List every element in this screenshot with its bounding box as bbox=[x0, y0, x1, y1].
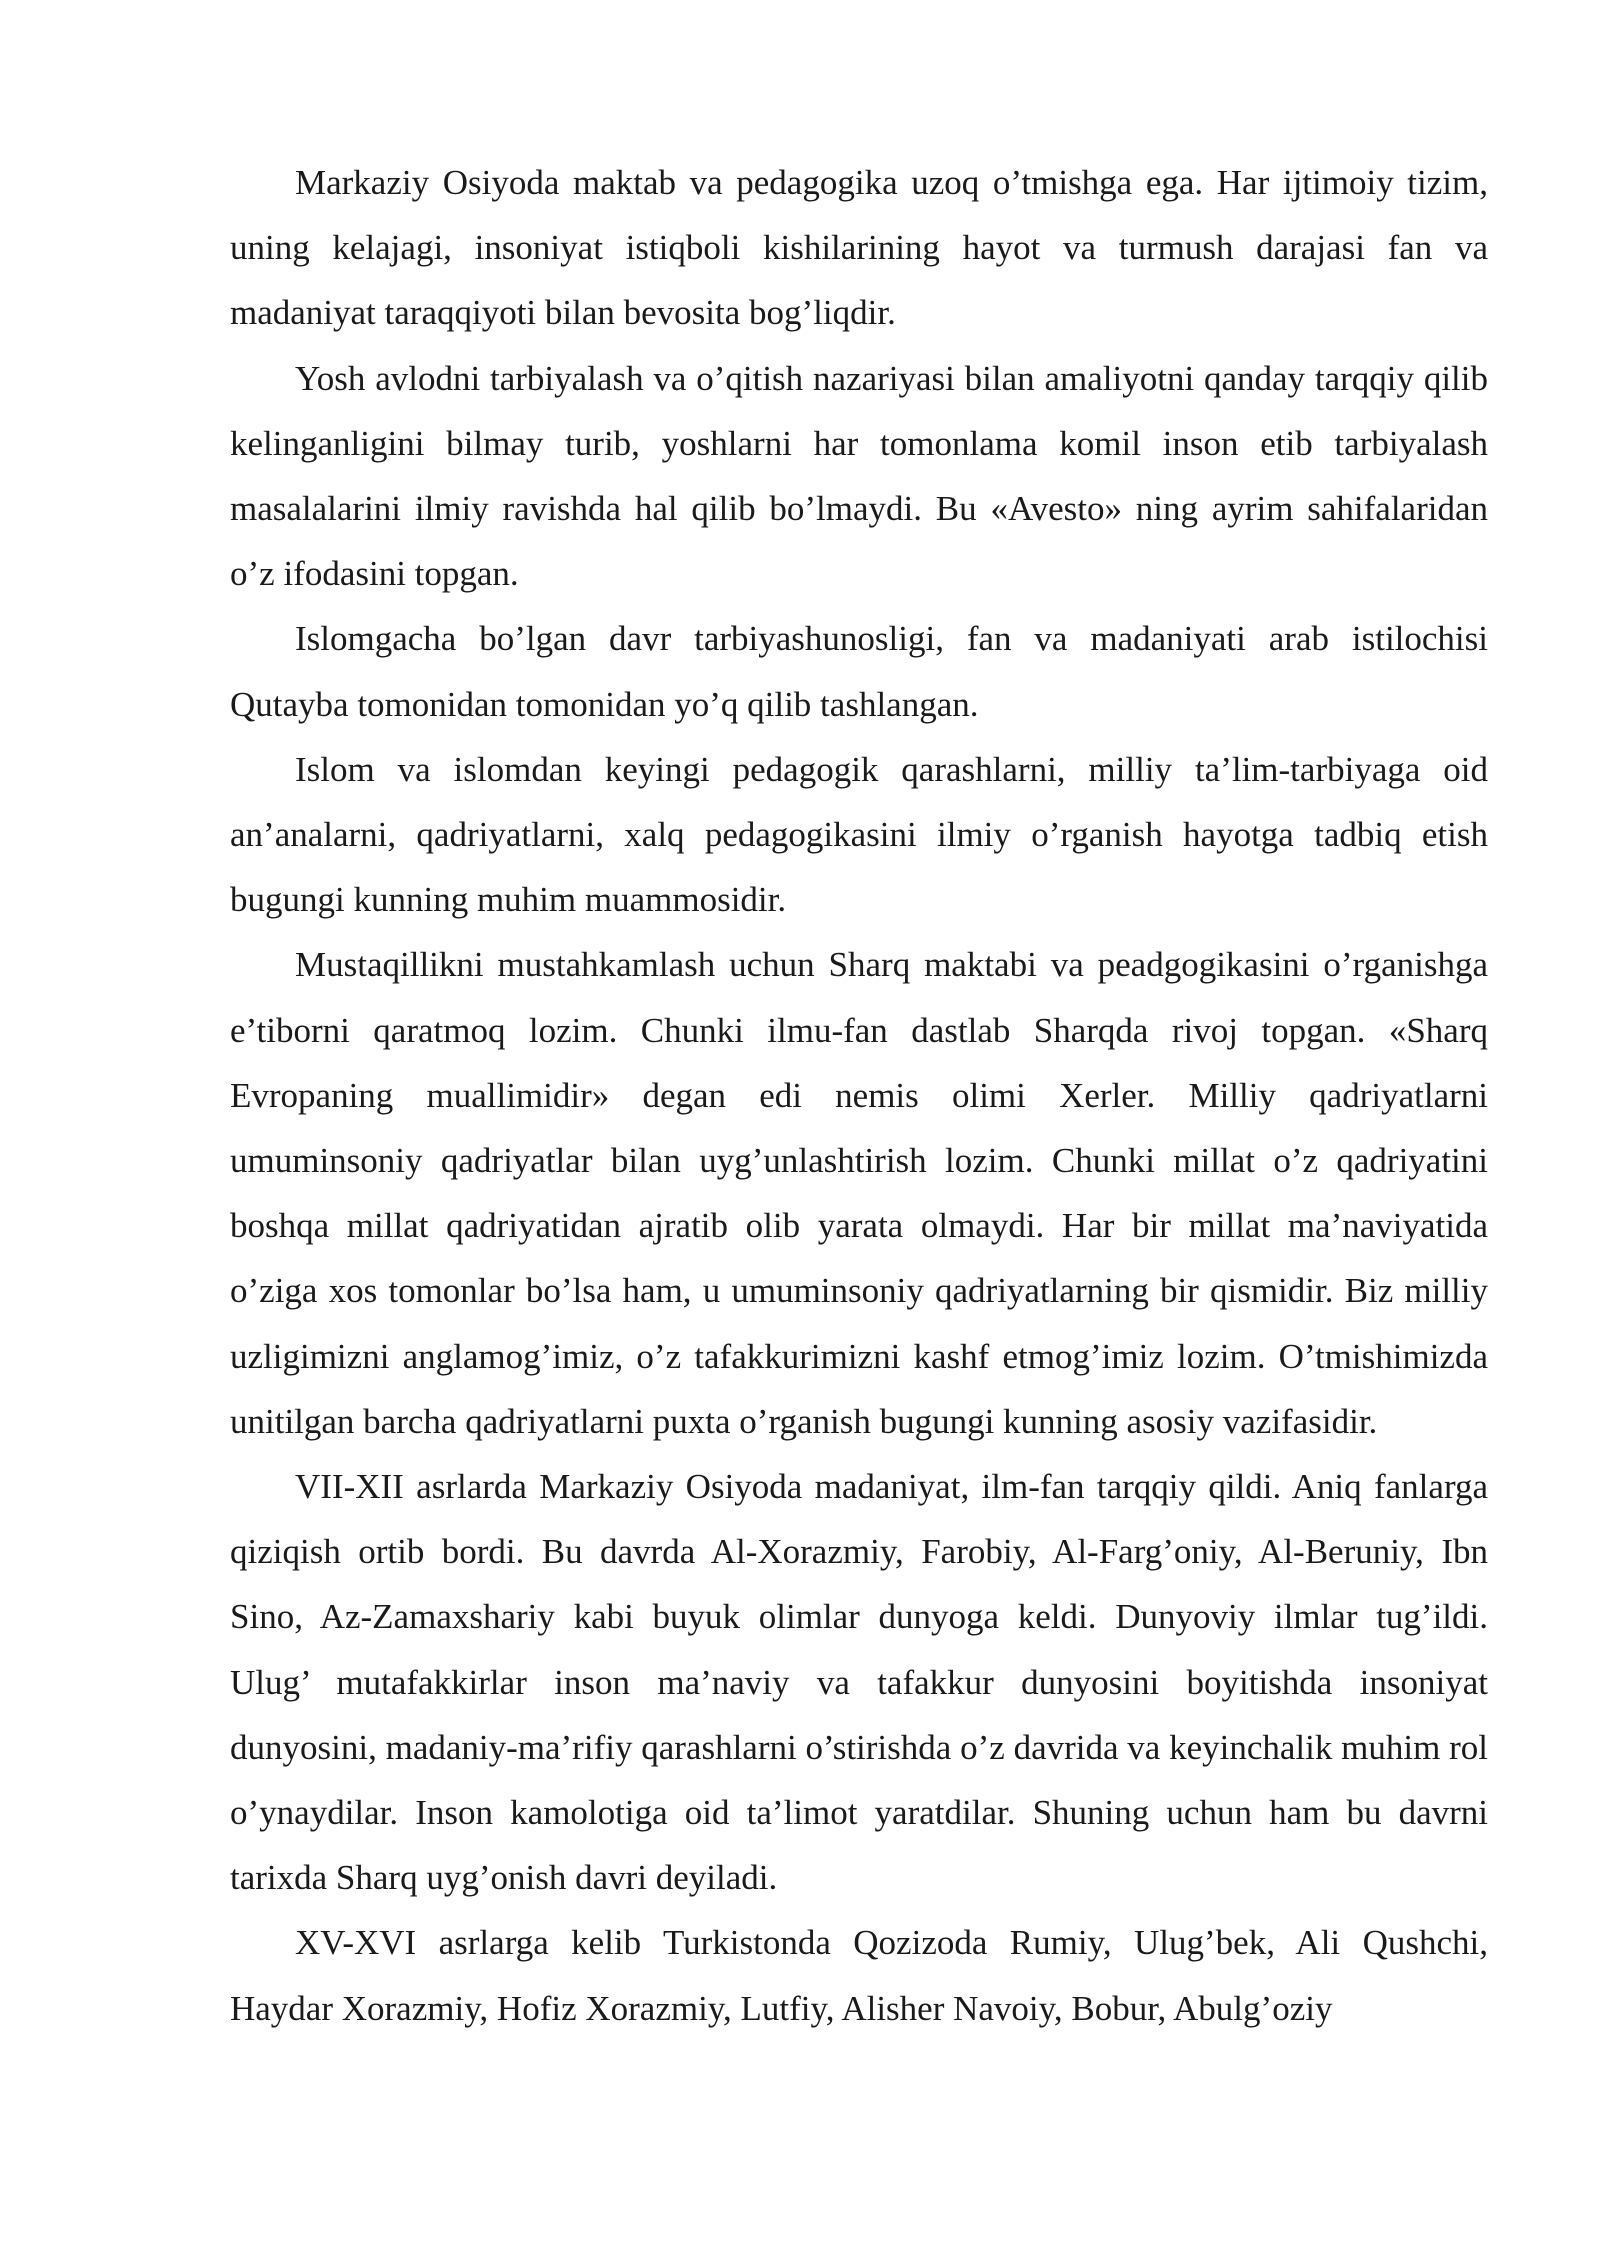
paragraph-xv-xvi-asrlar: XV-XVI asrlarga kelib Turkistonda Qozizoda Rumiy, Ulug’bek, Ali Qushchi, Haydar Xorazmiy, Hofiz Xorazmiy, Lutfiy, Alisher Navoiy, Bobur, Abulg’oziy bbox=[230, 1923, 1488, 2028]
paragraph-yosh-avlod: Yosh avlodni tarbiyalash va o’qitish nazariyasi bilan amaliyotni qanday tarqqiy qilib kelinganligini bilmay turib, yoshlarni har tomonlama komil inson etib tarbiyalash masalalarini ilmiy ravishda hal qilib bo’lmaydi. Bu «Avesto» ning ayrim sahifalaridan o’z ifodasini topgan. bbox=[230, 358, 1488, 594]
paragraph-islomgacha: Islomgacha bo’lgan davr tarbiyashunosligi, fan va madaniyati arab istilochisi Qutayba tomonidan tomonidan yo’q qilib tashlangan. bbox=[230, 619, 1488, 724]
paragraph-islom: Islom va islomdan keyingi pedagogik qarashlarni, milliy ta’lim-tarbiyaga oid an’analarni, qadriyatlarni, xalq pedagogikasini ilmiy o’rganish hayotga tadbiq etish bugungi kunning muhim muammosidir. bbox=[230, 749, 1488, 920]
paragraph-markaziy-osiyo: Markaziy Osiyoda maktab va pedagogika uzoq o’tmishga ega. Har ijtimoiy tizim, uning kelajagi, insoniyat istiqboli kishilarining hayot va turmush darajasi fan va madaniyat taraqqiyoti bilan bevosita bog’liqdir. bbox=[230, 163, 1488, 333]
document-page bbox=[230, 150, 1488, 2150]
paragraph-mustaqillik: Mustaqillikni mustahkamlash uchun Sharq maktabi va peadgogikasini o’rganishga e’tiborni qaratmoq lozim. Chunki ilmu-fan dastlab Sharqda rivoj topgan. «Sharq Evropaning muallimidir» degan edi nemis olimi Xerler. Milliy qadriyatlarni umuminsoniy qadriyatlar bilan uyg’unlashtirish lozim. Chunki millat o’z qadriyatini boshqa millat qadriyatidan ajratib olib yarata olmaydi. Har bir millat ma’naviyatida o’ziga xos tomonlar bo’lsa ham, u umuminsoniy qadriyatlarning bir qismidir. Biz milliy uzligimizni anglamog’imiz, o’z tafakkurimizni kashf etmog’imiz lozim. O’tmishimizda unitilgan barcha qadriyatlarni puxta o’rganish bugungi kunning asosiy vazifasidir. bbox=[230, 945, 1488, 1441]
paragraph-vii-xii-asrlar: VII-XII asrlarda Markaziy Osiyoda madaniyat, ilm-fan tarqqiy qildi. Aniq fanlarga qiziqish ortib bordi. Bu davrda Al-Xorazmiy, Farobiy, Al-Farg’oniy, Al-Beruniy, Ibn Sino, Az-Zamaxshariy kabi buyuk olimlar dunyoga keldi. Dunyoviy ilmlar tug’ildi. Ulug’ mutafakkirlar inson ma’naviy va tafakkur dunyosini boyitishda insoniyat dunyosini, madaniy-ma’rifiy qarashlarni o’stirishda o’z davrida va keyinchalik muhim rol o’ynaydilar. Inson kamolotiga oid ta’limot yaratdilar. Shuning uchun ham bu davrni tarixda Sharq uyg’onish davri deyiladi. bbox=[230, 1467, 1488, 1898]
